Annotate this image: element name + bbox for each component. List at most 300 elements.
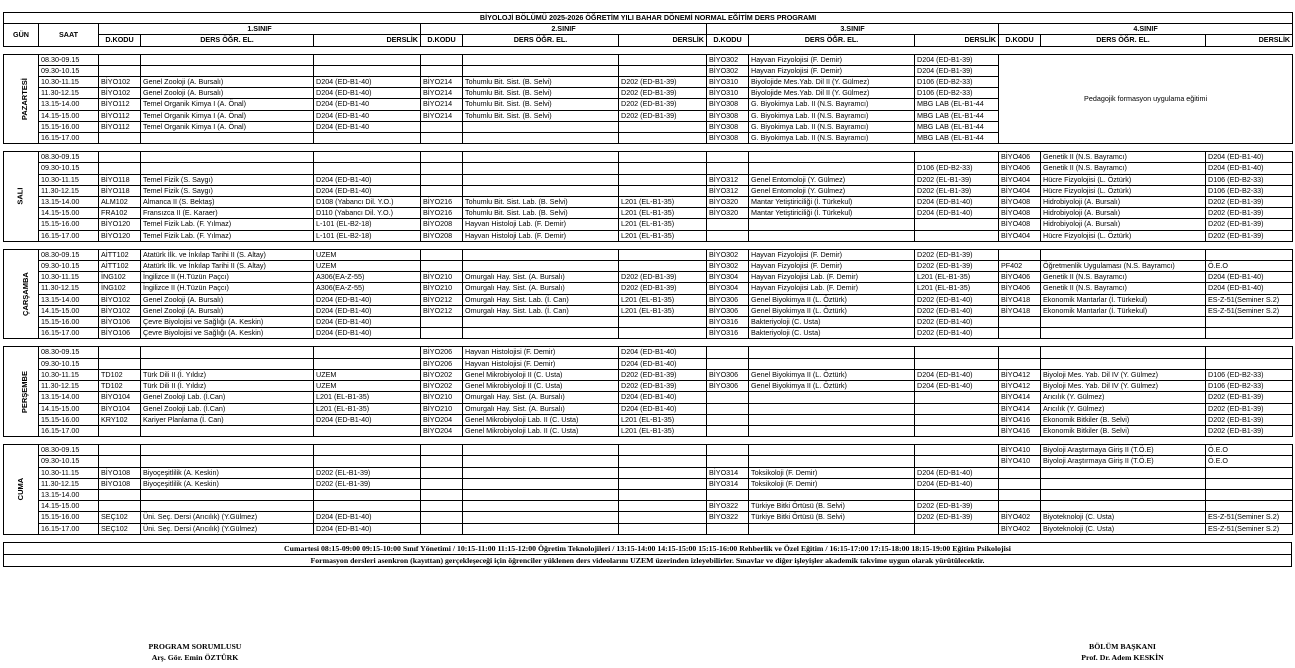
course-code: BİYO106 — [99, 317, 141, 328]
table-row — [4, 219, 1293, 230]
course-name: Genel Zooloji (A. Bursalı) — [141, 88, 314, 99]
course-code: BİYO102 — [99, 305, 141, 316]
day-name: PAZARTESİ — [19, 77, 29, 120]
day-separator — [4, 144, 1293, 152]
classroom: D106 (ED-B2-33) — [1206, 174, 1293, 185]
course-name: Çevre Biyolojisi ve Sağlığı (A. Keskin) — [141, 328, 314, 339]
course-code — [421, 328, 463, 339]
course-name: Mantar Yetiştiriciliği (İ. Türkekul) — [749, 208, 915, 219]
classroom — [619, 249, 707, 260]
day-label — [4, 54, 39, 144]
classroom — [314, 425, 421, 436]
classroom: D204 (ED-B1-40) — [619, 403, 707, 414]
room-header: DERSLİK — [314, 35, 421, 46]
table-row — [4, 369, 1293, 380]
course-code — [707, 358, 749, 369]
course-name — [463, 501, 619, 512]
classroom: D202 (ED-B1-39) — [619, 369, 707, 380]
course-name: Mantar Yetiştiriciliği (İ. Türkekul) — [749, 197, 915, 208]
course-name — [463, 456, 619, 467]
classroom — [1206, 249, 1293, 260]
classroom: L201 (EL-B1-35) — [619, 219, 707, 230]
time-slot: 08.30-09.15 — [39, 445, 99, 456]
day-name: ÇARŞAMBA — [20, 272, 30, 317]
course-name — [463, 467, 619, 478]
time-slot: 10.30-11.15 — [39, 369, 99, 380]
classroom: UZEM — [314, 249, 421, 260]
course-name — [1041, 358, 1206, 369]
course-name — [749, 414, 915, 425]
course-code: SEÇ102 — [99, 523, 141, 534]
course-code: TD102 — [99, 381, 141, 392]
classroom: D202 (ED-B1-39) — [619, 283, 707, 294]
classroom: D204 (ED-B1-40) — [314, 305, 421, 316]
course-code: BİYO314 — [707, 467, 749, 478]
classroom — [619, 456, 707, 467]
merged-note-cell: Pedagojik formasyon uygulama eğitimi — [999, 54, 1293, 144]
course-code: BİYO102 — [99, 294, 141, 305]
course-name — [463, 163, 619, 174]
classroom — [1206, 501, 1293, 512]
classroom: D204 (ED-B1-40) — [314, 185, 421, 196]
classroom — [314, 456, 421, 467]
classroom: D202 (ED-B1-39) — [1206, 208, 1293, 219]
course-name — [463, 185, 619, 196]
course-name — [141, 65, 314, 76]
course-code — [707, 425, 749, 436]
classroom: D202 (ED-B1-39) — [619, 88, 707, 99]
classroom — [619, 133, 707, 144]
table-row — [4, 392, 1293, 403]
classroom: D204 (ED-B1-40) — [915, 369, 999, 380]
classroom: Ö.E.O — [1206, 456, 1293, 467]
classroom: D110 (Yabancı Dil. Y.O.) — [314, 208, 421, 219]
time-slot: 15.15-16.00 — [39, 121, 99, 132]
classroom: D202 (ED-B1-39) — [1206, 392, 1293, 403]
classroom — [314, 489, 421, 500]
course-code: BİYO402 — [999, 523, 1041, 534]
day-name: PERŞEMBE — [19, 370, 29, 413]
course-name — [463, 152, 619, 163]
course-name: Genel Zooloji Lab. (İ.Can) — [141, 392, 314, 403]
course-code: BİYO416 — [999, 414, 1041, 425]
course-name — [749, 489, 915, 500]
classroom — [314, 445, 421, 456]
course-name: Biyolojide Mes.Yab. Dil II (Y. Gülmez) — [749, 88, 915, 99]
course-name: Öğretmenlik Uygulaması (N.S. Bayramcı) — [1041, 261, 1206, 272]
course-name — [141, 152, 314, 163]
course-code — [999, 347, 1041, 358]
classroom: L201 (EL-B1-35) — [619, 197, 707, 208]
course-code: BİYO120 — [99, 219, 141, 230]
table-row — [4, 328, 1293, 339]
classroom — [1206, 478, 1293, 489]
course-code: BİYO112 — [99, 121, 141, 132]
course-name: Omurgalı Hay. Sist. (A. Bursalı) — [463, 283, 619, 294]
classroom: MBG LAB (EL-B1-44 — [915, 99, 999, 110]
course-code — [421, 523, 463, 534]
classroom: D202 (ED-B1-39) — [915, 512, 999, 523]
course-code: BİYO322 — [707, 512, 749, 523]
course-code: BİYO320 — [707, 197, 749, 208]
classroom: D202 (EL-B1-39) — [314, 467, 421, 478]
course-code: BİYO308 — [707, 110, 749, 121]
course-name — [463, 478, 619, 489]
course-name: Omurgalı Hay. Sist. (A. Bursalı) — [463, 272, 619, 283]
classroom — [619, 152, 707, 163]
course-code — [421, 501, 463, 512]
classroom — [915, 414, 999, 425]
course-name: Bakteriyoloji (C. Usta) — [749, 317, 915, 328]
course-code: BİYO306 — [707, 381, 749, 392]
classroom — [314, 358, 421, 369]
course-code: AİTT102 — [99, 261, 141, 272]
course-code: KRY102 — [99, 414, 141, 425]
classroom — [314, 163, 421, 174]
course-name: Genel Mikrobiyoloji Lab. II (C. Usta) — [463, 414, 619, 425]
course-name: Hidrobiyoloji (A. Bursalı) — [1041, 197, 1206, 208]
course-name: Tohumlu Bit. Sist. (B. Selvi) — [463, 99, 619, 110]
course-name — [141, 456, 314, 467]
course-code: BİYO402 — [999, 512, 1041, 523]
table-row — [4, 54, 1293, 65]
classroom: D204 (ED-B1-40) — [1206, 283, 1293, 294]
time-slot: 08.30-09.15 — [39, 54, 99, 65]
time-slot: 09.30-10.15 — [39, 65, 99, 76]
classroom: ES-Z-51(Seminer S.2) — [1206, 523, 1293, 534]
classroom: D204 (ED-B1-40) — [619, 358, 707, 369]
classroom — [915, 347, 999, 358]
course-code: BİYO310 — [707, 77, 749, 88]
table-row — [4, 467, 1293, 478]
classroom — [314, 133, 421, 144]
course-code: BİYO312 — [707, 174, 749, 185]
course-name: Temel Fizik Lab. (F. Yılmaz) — [141, 230, 314, 241]
classroom: D202 (ED-B1-39) — [1206, 403, 1293, 414]
classroom: D106 (ED-B2-33) — [1206, 185, 1293, 196]
course-name: Biyoloji Mes. Yab. Dil IV (Y. Gülmez) — [1041, 369, 1206, 380]
table-row — [4, 445, 1293, 456]
course-name: Almanca II (S. Bektaş) — [141, 197, 314, 208]
time-slot: 11.30-12.15 — [39, 283, 99, 294]
course-code: PF402 — [999, 261, 1041, 272]
classroom — [1206, 347, 1293, 358]
course-name: Hayvan Fizyolojisi (F. Demir) — [749, 65, 915, 76]
course-name — [141, 358, 314, 369]
course-name: Hidrobiyoloji (A. Bursalı) — [1041, 219, 1206, 230]
classroom — [619, 467, 707, 478]
class-header-3: 3.SINIF — [707, 24, 999, 35]
time-slot: 16.15-17.00 — [39, 523, 99, 534]
course-code: İNG102 — [99, 272, 141, 283]
table-row — [4, 152, 1293, 163]
classroom — [915, 456, 999, 467]
time-slot: 11.30-12.15 — [39, 381, 99, 392]
course-code: BİYO322 — [707, 501, 749, 512]
course-name — [463, 133, 619, 144]
course-name: Genel Mikrobiyoloji Lab. II (C. Usta) — [463, 425, 619, 436]
course-name: Hayvan Fizyolojisi (F. Demir) — [749, 54, 915, 65]
classroom: D202 (EL-B1-39) — [915, 174, 999, 185]
course-code: BİYO304 — [707, 283, 749, 294]
course-code — [99, 133, 141, 144]
course-name: Temel Fizik (S. Saygı) — [141, 174, 314, 185]
classroom: D204 (ED-B1-40) — [314, 174, 421, 185]
course-name: Tohumlu Bit. Sist. (B. Selvi) — [463, 77, 619, 88]
time-slot: 09.30-10.15 — [39, 358, 99, 369]
course-name: Hayvan Histoloji Lab. (F. Demir) — [463, 219, 619, 230]
course-code — [707, 219, 749, 230]
course-code — [99, 489, 141, 500]
course-code: BİYO214 — [421, 77, 463, 88]
course-name: Tohumlu Bit. Sist. (B. Selvi) — [463, 110, 619, 121]
course-code — [421, 456, 463, 467]
course-code: İNG102 — [99, 283, 141, 294]
course-code: BİYO414 — [999, 392, 1041, 403]
course-name — [463, 65, 619, 76]
course-name — [749, 152, 915, 163]
course-code: BİYO404 — [999, 230, 1041, 241]
course-name — [1041, 501, 1206, 512]
course-code: BİYO412 — [999, 381, 1041, 392]
classroom: L201 (EL-B1-35) — [619, 425, 707, 436]
classroom: L201 (EL-B1-35) — [619, 414, 707, 425]
time-slot: 14.15-15.00 — [39, 110, 99, 121]
day-header: GÜN — [4, 24, 39, 46]
classroom: D106 (ED-B2-33) — [915, 163, 999, 174]
course-name — [141, 133, 314, 144]
time-slot: 15.15-16.00 — [39, 512, 99, 523]
classroom — [1206, 358, 1293, 369]
course-code — [999, 317, 1041, 328]
time-slot: 09.30-10.15 — [39, 163, 99, 174]
classroom: D202 (ED-B1-39) — [915, 501, 999, 512]
class-header-2: 2.SINIF — [421, 24, 707, 35]
classroom — [915, 152, 999, 163]
signature-name: Arş. Gör. Emin ÖZTÜRK — [151, 652, 239, 662]
table-row — [4, 317, 1293, 328]
time-slot: 13.15-14.00 — [39, 99, 99, 110]
course-name — [141, 425, 314, 436]
course-code: BİYO210 — [421, 272, 463, 283]
course-code — [421, 478, 463, 489]
time-slot: 11.30-12.15 — [39, 185, 99, 196]
course-code — [99, 501, 141, 512]
time-header: SAAT — [39, 24, 99, 46]
classroom — [915, 230, 999, 241]
footer-notes — [3, 542, 1292, 567]
classroom: D204 (ED-B1-40) — [314, 294, 421, 305]
course-code: BİYO102 — [99, 77, 141, 88]
classroom: D204 (ED-B1-40) — [314, 317, 421, 328]
course-name: Biyoçeşitlilik (A. Keskin) — [141, 467, 314, 478]
course-code — [421, 249, 463, 260]
course-name: Genetik II (N.S. Bayramcı) — [1041, 152, 1206, 163]
time-slot: 14.15-15.00 — [39, 208, 99, 219]
table-row — [4, 347, 1293, 358]
classroom: D202 (ED-B1-39) — [619, 381, 707, 392]
course-code: BİYO306 — [707, 369, 749, 380]
course-code: BİYO406 — [999, 283, 1041, 294]
course-name — [1041, 249, 1206, 260]
time-slot: 16.15-17.00 — [39, 230, 99, 241]
classroom: L201 (EL-B1-35) — [915, 272, 999, 283]
classroom: D204 (ED-B1-40) — [1206, 272, 1293, 283]
classroom: D202 (ED-B1-39) — [1206, 197, 1293, 208]
course-code: BİYO216 — [421, 208, 463, 219]
course-code: BİYO308 — [707, 121, 749, 132]
classroom: A306(EA-Z-55) — [314, 272, 421, 283]
course-code — [99, 54, 141, 65]
room-header: DERSLİK — [619, 35, 707, 46]
time-slot: 08.30-09.15 — [39, 249, 99, 260]
course-name — [749, 358, 915, 369]
time-slot: 11.30-12.15 — [39, 478, 99, 489]
course-code: BİYO118 — [99, 185, 141, 196]
course-code — [99, 445, 141, 456]
course-header: DERS ÖĞR. EL. — [463, 35, 619, 46]
classroom: L201 (EL-B1-35) — [619, 230, 707, 241]
course-name: Atatürk İlk. ve İnkılap Tarihi II (S. Altay) — [141, 261, 314, 272]
course-code: BİYO304 — [707, 272, 749, 283]
course-name: Temel Organik Kimya I (A. Önal) — [141, 99, 314, 110]
classroom: ES-Z-51(Seminer S.2) — [1206, 294, 1293, 305]
classroom — [619, 317, 707, 328]
time-slot: 09.30-10.15 — [39, 456, 99, 467]
course-name: Türkiye Bitki Örtüsü (B. Selvi) — [749, 512, 915, 523]
time-slot: 13.15-14.00 — [39, 392, 99, 403]
classroom: D202 (EL-B1-39) — [915, 185, 999, 196]
course-code — [999, 467, 1041, 478]
course-code: BİYO204 — [421, 414, 463, 425]
footer-note-formation: Formasyon dersleri asenkron (kayıttan) gerçekleşeceği için öğrenciler yüklenen ders videolarını UZEM üzerinden izleyebilirler. Sınavlar ve diğer işleyişler akademik takvime uygun olarak yürütülecektir. — [4, 554, 1292, 566]
classroom — [915, 403, 999, 414]
course-code: BİYO302 — [707, 249, 749, 260]
course-name — [749, 403, 915, 414]
course-code: BİYO306 — [707, 305, 749, 316]
day-label — [4, 249, 39, 339]
course-name: Hücre Fizyolojisi (L. Öztürk) — [1041, 185, 1206, 196]
course-code — [999, 489, 1041, 500]
class-header-4: 4.SINIF — [999, 24, 1293, 35]
signature-title: BÖLÜM BAŞKANI — [1089, 642, 1156, 651]
table-row — [4, 185, 1293, 196]
table-row — [4, 283, 1293, 294]
course-name — [463, 317, 619, 328]
course-code: BİYO212 — [421, 294, 463, 305]
classroom: D204 (ED-B1-40) — [915, 467, 999, 478]
table-row — [4, 403, 1293, 414]
course-code: BİYO406 — [999, 272, 1041, 283]
course-name: Çevre Biyolojisi ve Sağlığı (A. Keskin) — [141, 317, 314, 328]
day-separator — [4, 241, 1293, 249]
course-name: Tohumlu Bit. Sist. Lab. (B. Selvi) — [463, 197, 619, 208]
course-name: Omurgalı Hay. Sist. Lab. (İ. Can) — [463, 305, 619, 316]
course-code: BİYO406 — [999, 163, 1041, 174]
course-name — [463, 249, 619, 260]
classroom: D106 (ED-B2-33) — [915, 88, 999, 99]
classroom: D204 (ED-B1-40) — [1206, 152, 1293, 163]
classroom: D108 (Yabancı Dil. Y.O.) — [314, 197, 421, 208]
day-name: SALI — [15, 187, 25, 206]
course-name: Genel Biyokimya II (L. Öztürk) — [749, 305, 915, 316]
course-name: Ekonomik Bitkiler (B. Selvi) — [1041, 425, 1206, 436]
classroom: D204 (ED-B1-39) — [915, 54, 999, 65]
course-code: BİYO418 — [999, 294, 1041, 305]
course-name: İngilizce II (H.Tüzün Paçcı) — [141, 283, 314, 294]
course-code: BİYO206 — [421, 347, 463, 358]
course-name: Hayvan Fizyolojisi (F. Demir) — [749, 249, 915, 260]
course-name: Hayvan Fizyolojisi Lab. (F. Demir) — [749, 283, 915, 294]
classroom: D204 (ED-B1-40) — [619, 392, 707, 403]
table-row — [4, 414, 1293, 425]
course-code — [707, 414, 749, 425]
course-code: BİYO412 — [999, 369, 1041, 380]
course-name: Hücre Fizyolojisi (L. Öztürk) — [1041, 174, 1206, 185]
classroom: D202 (ED-B1-40) — [915, 305, 999, 316]
table-row — [4, 512, 1293, 523]
signature-department-head — [1060, 642, 1185, 663]
course-code — [421, 163, 463, 174]
course-code: BİYO416 — [999, 425, 1041, 436]
course-name — [141, 54, 314, 65]
course-code: BİYO202 — [421, 381, 463, 392]
course-name — [749, 219, 915, 230]
table-row — [4, 208, 1293, 219]
course-code: BİYO410 — [999, 456, 1041, 467]
course-name: Hayvan Fizyolojisi (F. Demir) — [749, 261, 915, 272]
course-code: BİYO408 — [999, 197, 1041, 208]
course-code: BİYO208 — [421, 230, 463, 241]
course-code: BİYO302 — [707, 65, 749, 76]
course-code — [99, 425, 141, 436]
course-name: Ekonomik Mantarlar (İ. Türkekul) — [1041, 294, 1206, 305]
classroom — [915, 358, 999, 369]
course-name — [463, 121, 619, 132]
course-name — [463, 174, 619, 185]
classroom — [619, 523, 707, 534]
classroom: D202 (ED-B1-40) — [915, 294, 999, 305]
table-row — [4, 261, 1293, 272]
time-slot: 10.30-11.15 — [39, 77, 99, 88]
code-header: D.KODU — [99, 35, 141, 46]
classroom — [619, 501, 707, 512]
classroom: D202 (ED-B1-39) — [619, 110, 707, 121]
classroom: A306(EA-Z-55) — [314, 283, 421, 294]
course-name: Hayvan Fizyolojisi Lab. (F. Demir) — [749, 272, 915, 283]
course-code — [707, 347, 749, 358]
course-code: BİYO112 — [99, 99, 141, 110]
classroom: MBG LAB (EL-B1-44 — [915, 121, 999, 132]
course-name: Genetik II (N.S. Bayramcı) — [1041, 163, 1206, 174]
classroom: D204 (ED-B1-40) — [314, 88, 421, 99]
time-slot: 13.15-14.00 — [39, 197, 99, 208]
course-code: BİYO210 — [421, 392, 463, 403]
classroom: D204 (ED-B1-40) — [1206, 163, 1293, 174]
classroom: L201 (EL-B1-35) — [619, 294, 707, 305]
classroom: D202 (ED-B1-40) — [915, 328, 999, 339]
course-code: BİYO214 — [421, 88, 463, 99]
classroom: D202 (ED-B1-39) — [619, 272, 707, 283]
course-code: BİYO104 — [99, 392, 141, 403]
table-row — [4, 478, 1293, 489]
table-row — [4, 501, 1293, 512]
course-name — [749, 445, 915, 456]
course-code — [421, 467, 463, 478]
course-name: Hayvan Histoloji Lab. (F. Demir) — [463, 230, 619, 241]
course-name — [749, 425, 915, 436]
schedule-table — [3, 12, 1293, 535]
